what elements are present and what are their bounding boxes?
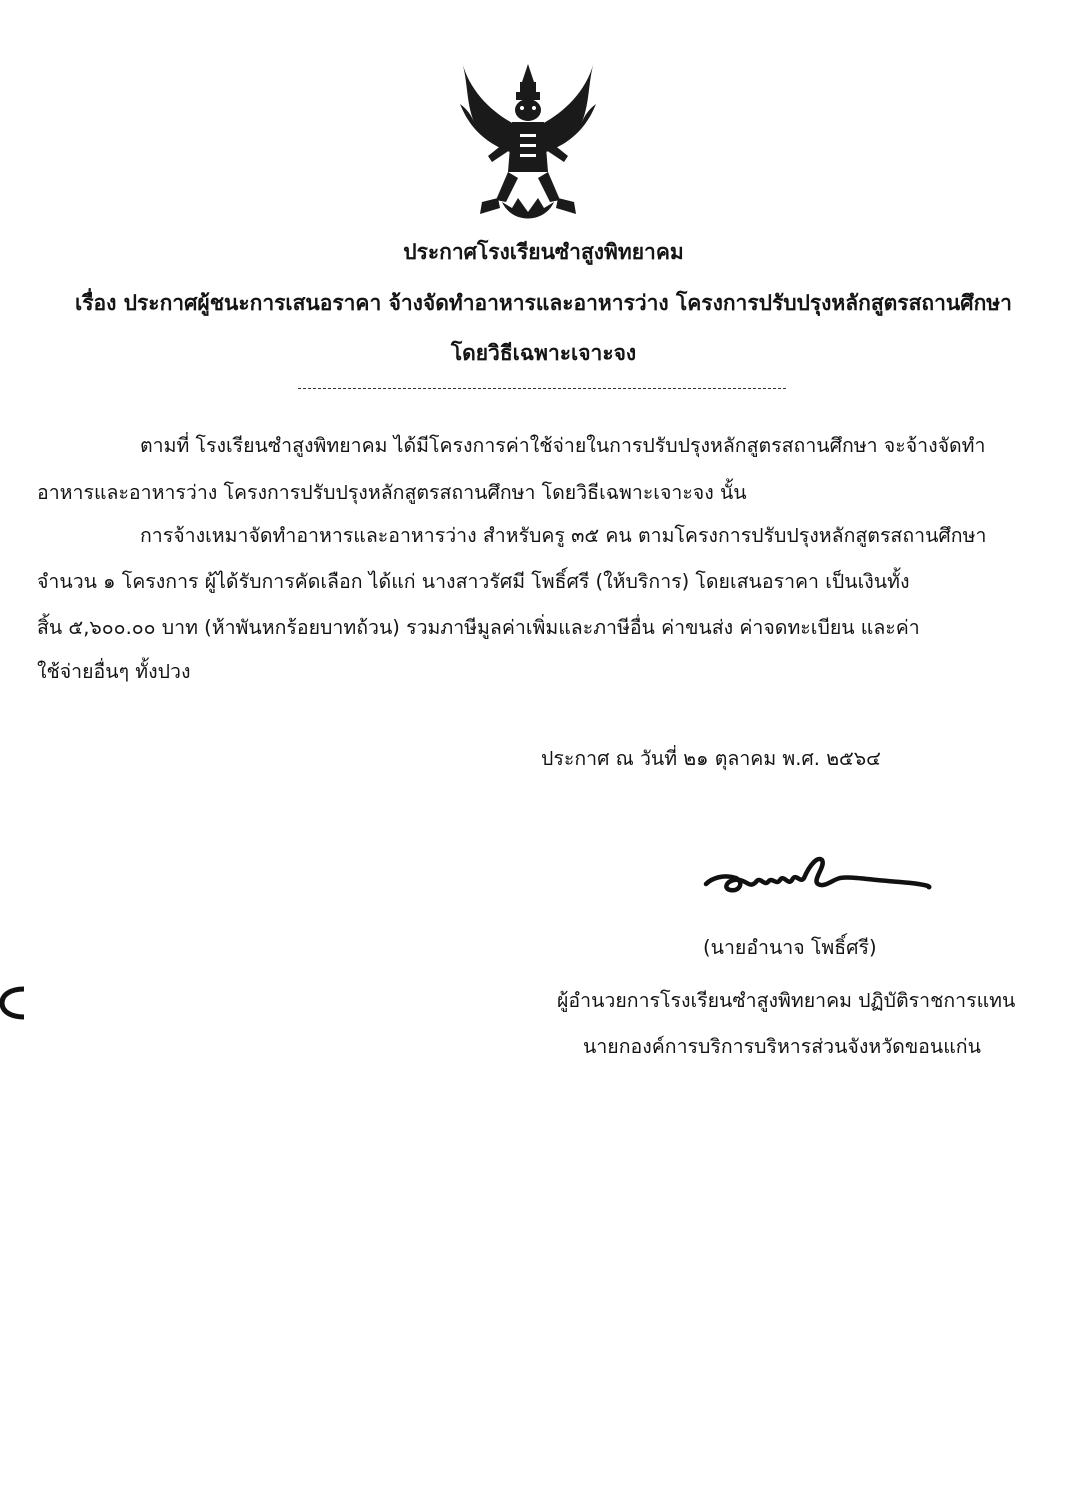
- subject-line: เรื่อง ประกาศผู้ชนะการเสนอราคา จ้างจัดทำอาหารและอาหารว่าง โครงการปรับปรุงหลักสูตรสถานศึกษา: [75, 291, 1012, 315]
- punch-hole-icon: [0, 985, 24, 1021]
- handwritten-signature-icon: [700, 850, 935, 902]
- signatory-position-continued: นายกองค์การบริการบริหารส่วนจังหวัดขอนแก่น: [583, 1035, 981, 1058]
- announce-date: ประกาศ ณ วันที่ ๒๑ ตุลาคม พ.ศ. ๒๕๖๔: [541, 747, 881, 770]
- signatory-name: (นายอำนาจ โพธิ์ศรี): [703, 936, 877, 959]
- dashed-divider: [298, 388, 786, 389]
- paragraph-1-line-1: ตามที่ โรงเรียนซำสูงพิทยาคม ได้มีโครงการค่าใช้จ่ายในการปรับปรุงหลักสูตรสถานศึกษา จะจ้างจัดทำ: [140, 434, 986, 457]
- document-title: ประกาศโรงเรียนซำสูงพิทยาคม: [403, 240, 684, 264]
- signatory-position: ผู้อำนวยการโรงเรียนซำสูงพิทยาคม ปฏิบัติราชการแทน: [557, 989, 1016, 1012]
- paragraph-2-line-1: การจ้างเหมาจัดทำอาหารและอาหารว่าง สำหรับครู ๓๕ คน ตามโครงการปรับปรุงหลักสูตรสถานศึกษา: [140, 524, 987, 547]
- paragraph-2-line-3: สิ้น ๕,๖๐๐.๐๐ บาท (ห้าพันหกร้อยบาทถ้วน) รวมภาษีมูลค่าเพิ่มและภาษีอื่น ค่าขนส่ง ค่าจดทะเบียน และค่า: [37, 616, 920, 639]
- paragraph-2-line-2: จำนวน ๑ โครงการ ผู้ได้รับการคัดเลือก ได้แก่ นางสาวรัศมี โพธิ์ศรี (ให้บริการ) โดยเสนอราคา เป็นเงินทั้ง: [37, 570, 910, 593]
- paragraph-1-line-2: อาหารและอาหารว่าง โครงการปรับปรุงหลักสูตรสถานศึกษา โดยวิธีเฉพาะเจาะจง นั้น: [37, 481, 747, 504]
- garuda-emblem-icon: [452, 52, 604, 234]
- paragraph-2-line-4: ใช้จ่ายอื่นๆ ทั้งปวง: [37, 660, 191, 683]
- subject-line-continued: โดยวิธีเฉพาะเจาะจง: [450, 341, 637, 365]
